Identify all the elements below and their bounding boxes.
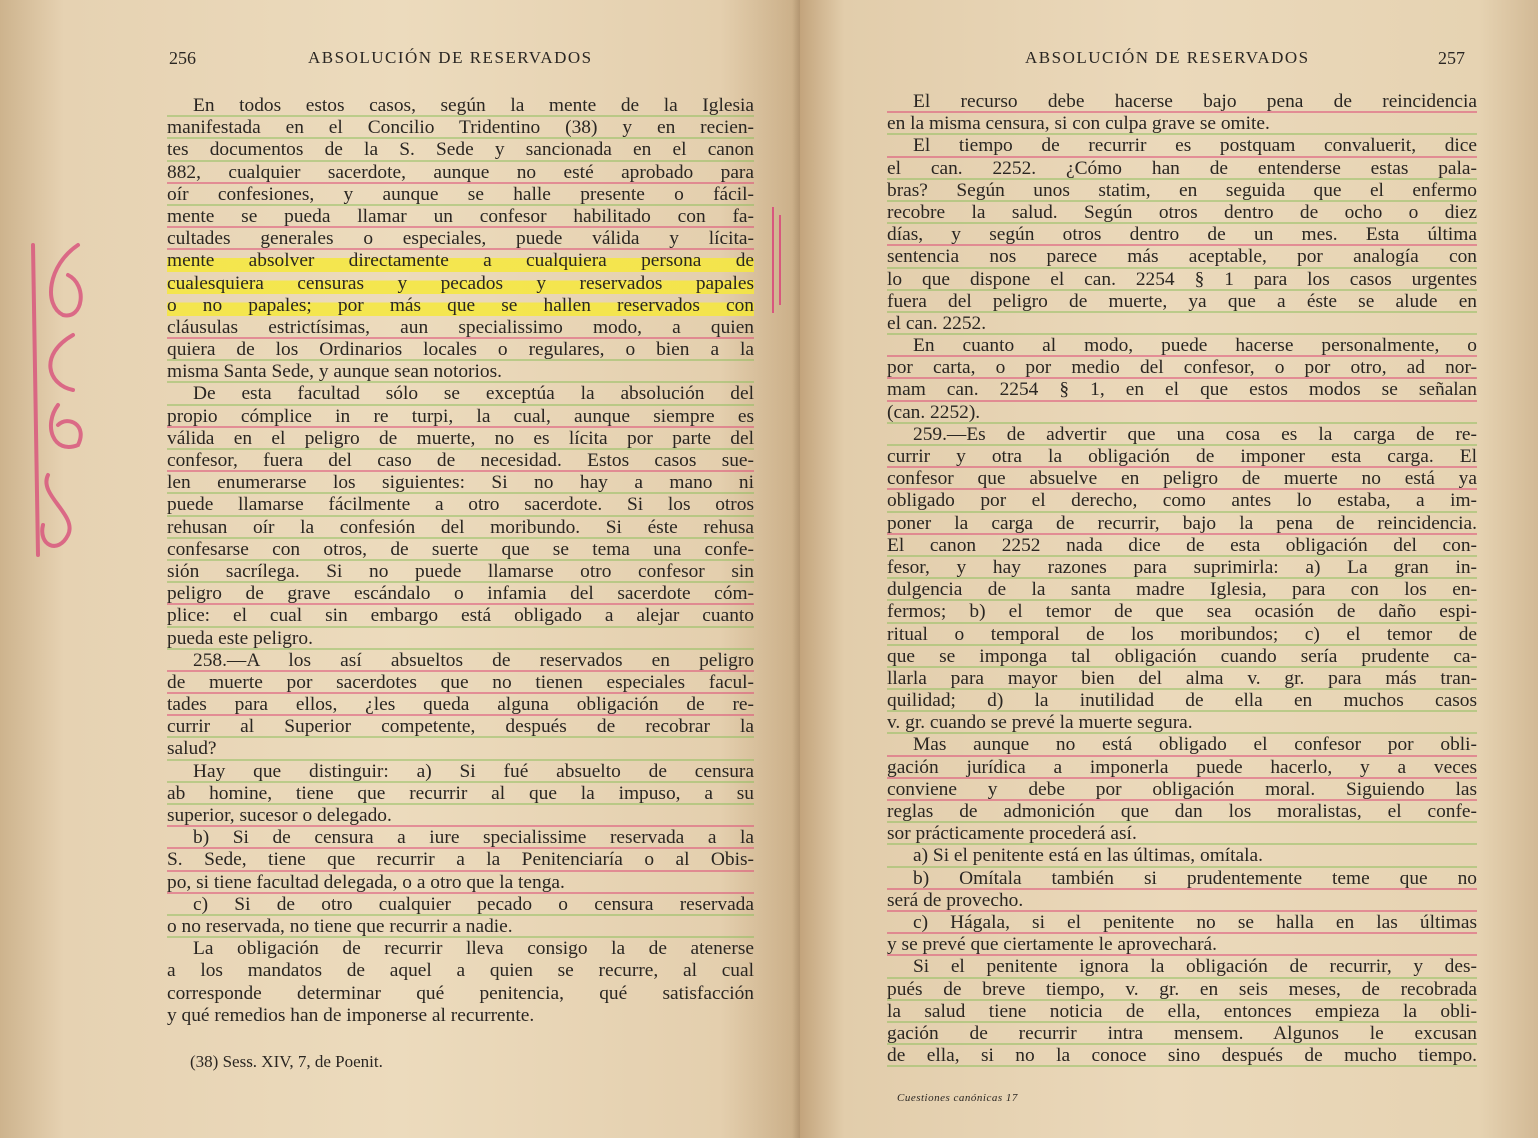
text-line: fesor, y hay razones para suprimirla: a) La gran in- xyxy=(887,556,1477,578)
text-line: b) Si de censura a iure specialissime reservada a la xyxy=(167,827,754,849)
text-line: fermos; b) el temor de que sea ocasión de daño espi- xyxy=(887,601,1477,623)
text-line: y se prevé que ciertamente le aprovechará. xyxy=(887,934,1477,956)
text-line: Si el penitente ignora la obligación de recurrir, y des- xyxy=(887,956,1477,978)
text-line: ritual o temporal de los moribundos; c) el temor de xyxy=(887,623,1477,645)
text-line: conviene y debe por obligación moral. Siguiendo las xyxy=(887,778,1477,800)
text-line: b) Omítala también si prudentemente teme que no xyxy=(887,868,1477,890)
text-line: gación de recurrir intra mensem. Algunos le excusan xyxy=(887,1022,1477,1044)
text-line: v. gr. cuando se prevé la muerte segura. xyxy=(887,712,1477,734)
text-line: 882, cualquier sacerdote, aunque no esté aprobado para xyxy=(167,161,754,183)
text-line-highlighted: cualesquiera censuras y pecados y reservados papales xyxy=(167,272,754,294)
text-line: que se imponga tal obligación cuando sería prudente ca- xyxy=(887,645,1477,667)
text-line: la salud tiene noticia de ella, entonces empieza la obli- xyxy=(887,1000,1477,1022)
text-line: pués de breve tiempo, v. gr. en seis meses, de recobrada xyxy=(887,978,1477,1000)
text-line: obligado por el derecho, como antes lo estaba, a im- xyxy=(887,490,1477,512)
text-line: válida en el peligro de muerte, no es lícita por parte del xyxy=(167,427,754,449)
text-line: rehusan oír la confesión del moribundo. Si éste rehusa xyxy=(167,516,754,538)
text-line: mam can. 2254 § 1, en el que estos modos se señalan xyxy=(887,379,1477,401)
text-line: cláusulas estrictísimas, aun specialissimo modo, a quien xyxy=(167,316,754,338)
text-line: plice: el cual sin embargo está obligado a alejar cuanto xyxy=(167,605,754,627)
text-line: El canon 2252 nada dice de esta obligación del con- xyxy=(887,534,1477,556)
text-line: cultades generales o especiales, puede válida y lícita- xyxy=(167,228,754,250)
footnote: (38) Sess. XIV, 7, de Poenit. xyxy=(190,1052,383,1071)
text-line: lo que dispone el can. 2254 § 1 para los casos urgentes xyxy=(887,268,1477,290)
signature-mark: Cuestiones canónicas 17 xyxy=(897,1092,1018,1104)
text-line: propio cómplice in re turpi, la cual, aunque siempre es xyxy=(167,405,754,427)
text-line-highlighted: mente absolver directamente a cualquiera persona de xyxy=(167,250,754,272)
text-line: ab homine, tiene que recurrir al que la impuso, a su xyxy=(167,782,754,804)
running-head: ABSOLUCIÓN DE RESERVADOS xyxy=(308,48,593,67)
text-line: a) Si el penitente está en las últimas, omítala. xyxy=(887,845,1477,867)
text-line: Mas aunque no está obligado el confesor por obli- xyxy=(887,734,1477,756)
text-line: mente se pueda llamar un confesor habilitado con fa- xyxy=(167,205,754,227)
right-body-text xyxy=(887,91,1477,1067)
text-line: fuera del peligro de muerte, ya que a éste se alude en xyxy=(887,290,1477,312)
text-line: manifestada en el Concilio Tridentino (38) y en recien- xyxy=(167,117,754,139)
text-line: El recurso debe hacerse bajo pena de reincidencia xyxy=(887,91,1477,113)
text-line: 259.—Es de advertir que una cosa es la carga de re- xyxy=(887,424,1477,446)
page-number: 257 xyxy=(1438,48,1465,68)
text-line: misma Santa Sede, y aunque sean notorios. xyxy=(167,361,754,383)
text-line: pueda este peligro. xyxy=(167,628,754,650)
text-line: quiera de los Ordinarios locales o regulares, o bien a la xyxy=(167,339,754,361)
running-head: ABSOLUCIÓN DE RESERVADOS xyxy=(1025,48,1310,67)
text-line: a los mandatos de aquel a quien se recurre, al cual xyxy=(167,960,754,982)
text-line: tes documentos de la S. Sede y sancionada en el canon xyxy=(167,139,754,161)
text-line: El tiempo de recurrir es postquam convaluerit, dice xyxy=(887,135,1477,157)
text-line: o no reservada, no tiene que recurrir a nadie. xyxy=(167,916,754,938)
text-line: 258.—A los así absueltos de reservados en peligro xyxy=(167,650,754,672)
text-line: será de provecho. xyxy=(887,890,1477,912)
text-line: currir y otra la obligación de imponer esta carga. El xyxy=(887,446,1477,467)
page-number: 256 xyxy=(169,48,196,68)
text-line: De esta facultad sólo se exceptúa la absolución del xyxy=(167,383,754,405)
text-line: quilidad; d) la inutilidad de ella en muchos casos xyxy=(887,690,1477,712)
text-line: el can. 2252. xyxy=(887,313,1477,335)
text-line: poner la carga de recurrir, bajo la pena de reincidencia. xyxy=(887,512,1477,534)
right-page xyxy=(800,0,1538,1138)
text-line: sión sacrílega. Si no puede llamarse otro confesor sin xyxy=(167,560,754,582)
text-line: confesarse con otros, de suerte que se tema una confe- xyxy=(167,538,754,560)
text-line: sentencia nos parece más aceptable, por analogía con xyxy=(887,246,1477,268)
text-line: el can. 2252. ¿Cómo han de entenderse estas pala- xyxy=(887,157,1477,179)
text-line-highlighted: o no papales; por más que se hallen reservados con xyxy=(167,294,754,316)
text-line: confesor, fuera del caso de necesidad. Estos casos sue- xyxy=(167,450,754,471)
text-line: dulgencia de la santa madre Iglesia, para con los en- xyxy=(887,579,1477,601)
text-line: salud? xyxy=(167,738,754,760)
text-line: tades para ellos, ¿les queda alguna obligación de re- xyxy=(167,694,754,716)
handwritten-margin-note xyxy=(18,225,98,565)
text-line: Hay que distinguir: a) Si fué absuelto de censura xyxy=(167,761,754,783)
text-line: currir al Superior competente, después de recobrar la xyxy=(167,716,754,738)
text-line: oír confesiones, y aunque se halle presente o fácil- xyxy=(167,183,754,205)
text-line: c) Hágala, si el penitente no se halla en las últimas xyxy=(887,912,1477,934)
text-line: La obligación de recurrir lleva consigo la de atenerse xyxy=(193,938,754,960)
text-line: corresponde determinar qué penitencia, qué satisfacción xyxy=(167,982,754,1004)
text-line: bras? Según unos statim, en seguida que el enfermo xyxy=(887,179,1477,201)
text-line: c) Si de otro cualquier pecado o censura reservada xyxy=(167,894,754,916)
text-line: en la misma censura, si con culpa grave se omite. xyxy=(887,113,1477,135)
text-line: llarla para mayor bien del alma v. gr. para más tran- xyxy=(887,667,1477,689)
text-line: puede llamarse fácilmente a otro sacerdote. Si los otros xyxy=(167,494,754,516)
left-body-text xyxy=(167,95,754,1027)
text-line: En cuanto al modo, puede hacerse personalmente, o xyxy=(887,335,1477,357)
text-line: de muerte por sacerdotes que no tienen especiales facul- xyxy=(167,671,754,693)
text-line: superior, sucesor o delegado. xyxy=(167,805,754,827)
text-line: de ella, si no la conoce sino después de mucho tiempo. xyxy=(887,1045,1477,1067)
text-line: sor prácticamente procederá así. xyxy=(887,823,1477,845)
text-line: confesor que absuelve en peligro de muerte no está ya xyxy=(887,468,1477,490)
text-line: peligro de grave escándalo o infamia del sacerdote cóm- xyxy=(167,583,754,605)
margin-bracket xyxy=(770,205,784,315)
text-line: reglas de admonición que dan los moralistas, el confe- xyxy=(887,801,1477,822)
text-line: En todos estos casos, según la mente de la Iglesia xyxy=(167,95,754,117)
text-line: S. Sede, tiene que recurrir a la Penitenciaría o al Obis- xyxy=(167,849,754,871)
text-line: (can. 2252). xyxy=(887,402,1477,424)
text-line: recobre la salud. Según otros dentro de ocho o diez xyxy=(887,201,1477,223)
text-line: gación jurídica a imponerla puede hacerlo, y a veces xyxy=(887,756,1477,778)
text-line: y qué remedios han de imponerse al recurrente. xyxy=(167,1004,535,1026)
text-line: len enumerarse los siguientes: Si no hay a mano ni xyxy=(167,472,754,494)
text-line: por carta, o por medio del confesor, o por otro, ad nor- xyxy=(887,357,1477,379)
text-line: po, si tiene facultad delegada, o a otro que la tenga. xyxy=(167,872,754,894)
text-line: días, y según otros dentro de un mes. Esta última xyxy=(887,224,1477,246)
